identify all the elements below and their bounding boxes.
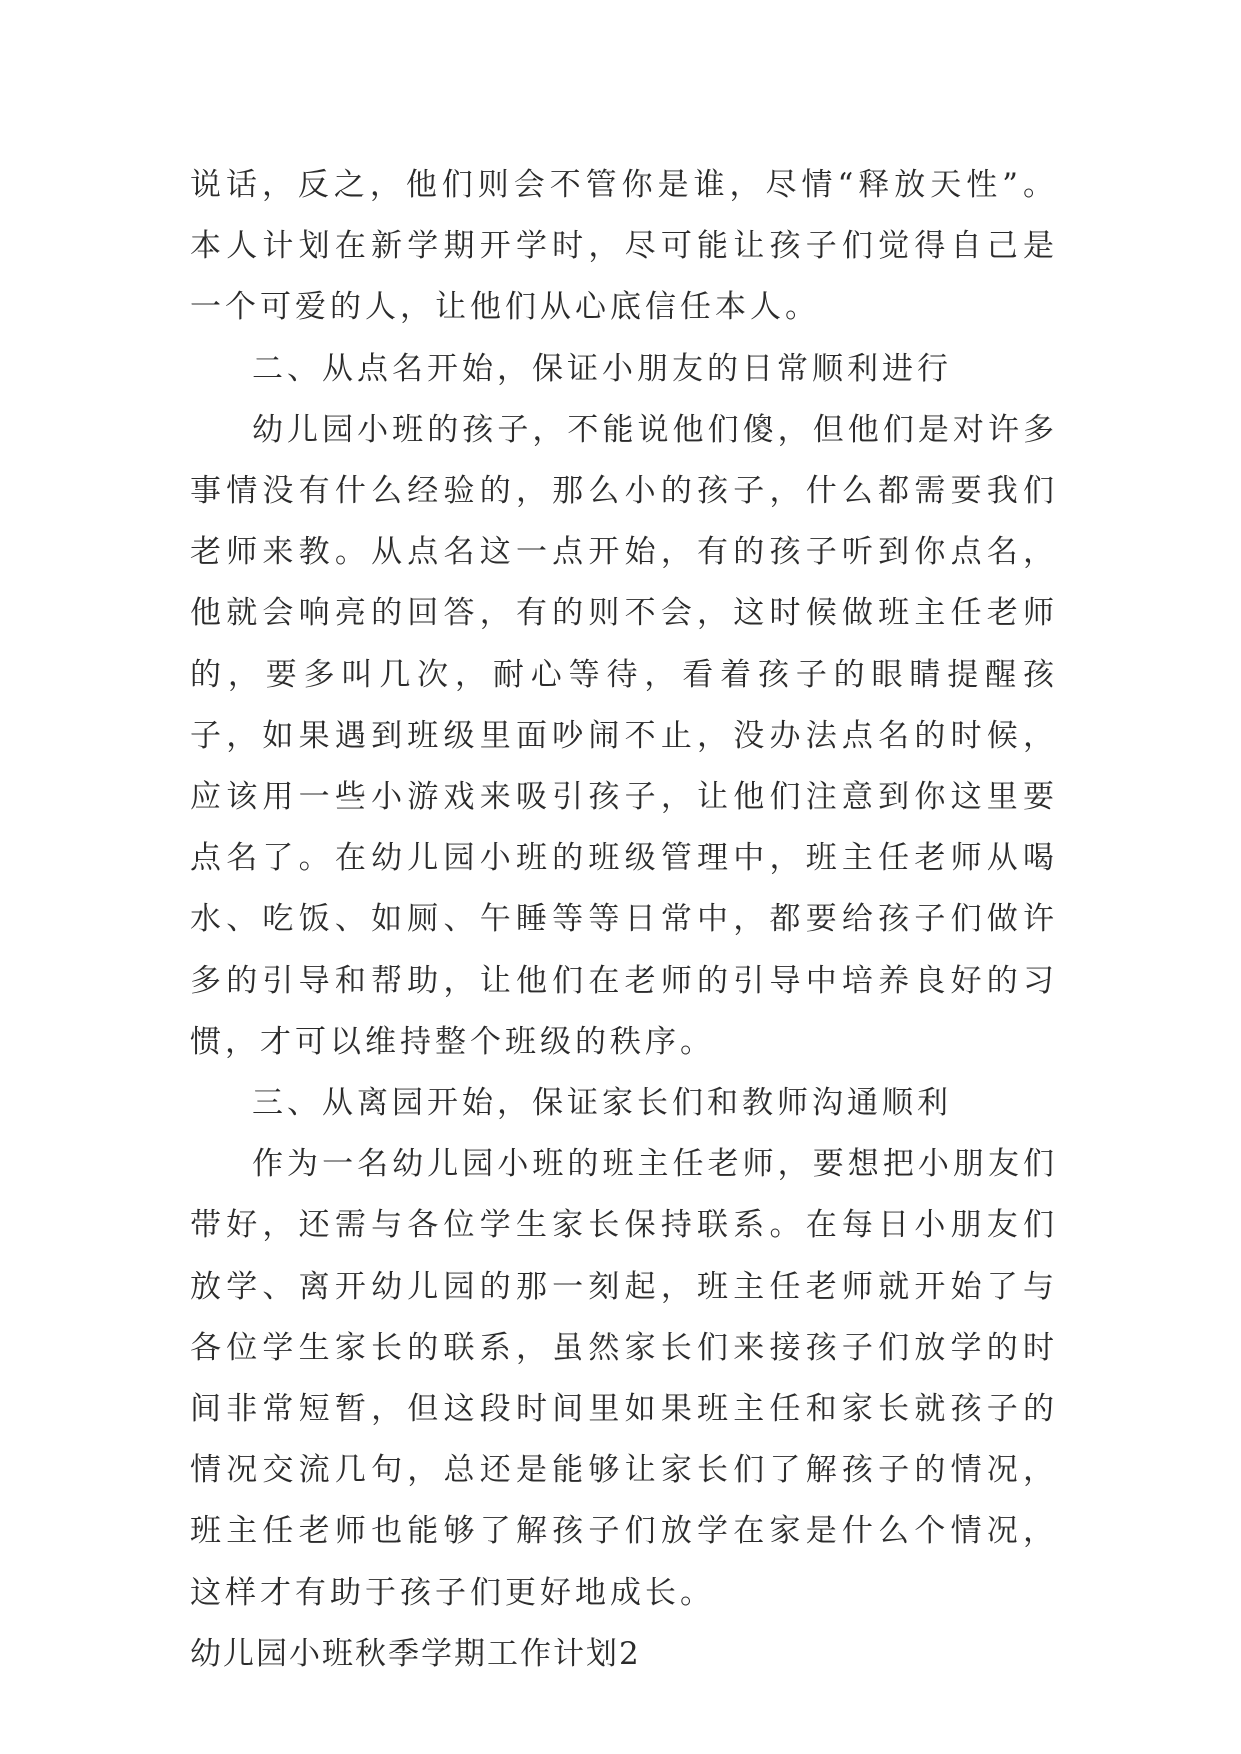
- section-heading-2: 二、从点名开始，保证小朋友的日常顺利进行: [252, 350, 952, 387]
- next-document-title: 幼儿园小班秋季学期工作计划2: [190, 1635, 641, 1672]
- section-heading-3: 三、从离园开始，保证家长们和教师沟通顺利: [252, 1085, 952, 1122]
- paragraph-parent-communication: 作为一名幼儿园小班的班主任老师，要想把小朋友们带好，还需与各位学生家长保持联系。在每日小朋友们放学、离开幼儿园的那一刻起，班主任老师就开始了与各位学生家长的联系，虽然家长们来接孩子们放学的时间非常短暂，但这段时间里如果班主任和家长就孩子的情况交流几句，总还是能够让家长们了解孩子的情况，班主任老师也能够了解孩子们放学在家是什么个情况，这样才有助于孩子们更好地成长。: [190, 1146, 1058, 1611]
- document-body: [190, 155, 1058, 1685]
- paragraph-roll-call: 幼儿园小班的孩子，不能说他们傻，但他们是对许多事情没有什么经验的，那么小的孩子，什么都需要我们老师来教。从点名这一点开始，有的孩子听到你点名，他就会响亮的回答，有的则不会，这时候做班主任老师的，要多叫几次，耐心等待，看着孩子的眼睛提醒孩子，如果遇到班级里面吵闹不止，没办法点名的时候，应该用一些小游戏来吸引孩子，让他们注意到你这里要点名了。在幼儿园小班的班级管理中，班主任老师从喝水、吃饭、如厕、午睡等等日常中，都要给孩子们做许多的引导和帮助，让他们在老师的引导中培养良好的习惯，才可以维持整个班级的秩序。: [190, 411, 1058, 1060]
- paragraph-continued: 说话，反之，他们则会不管你是谁，尽情“释放天性”。本人计划在新学期开学时，尽可能让孩子们觉得自己是一个可爱的人，让他们从心底信任本人。: [190, 167, 1058, 326]
